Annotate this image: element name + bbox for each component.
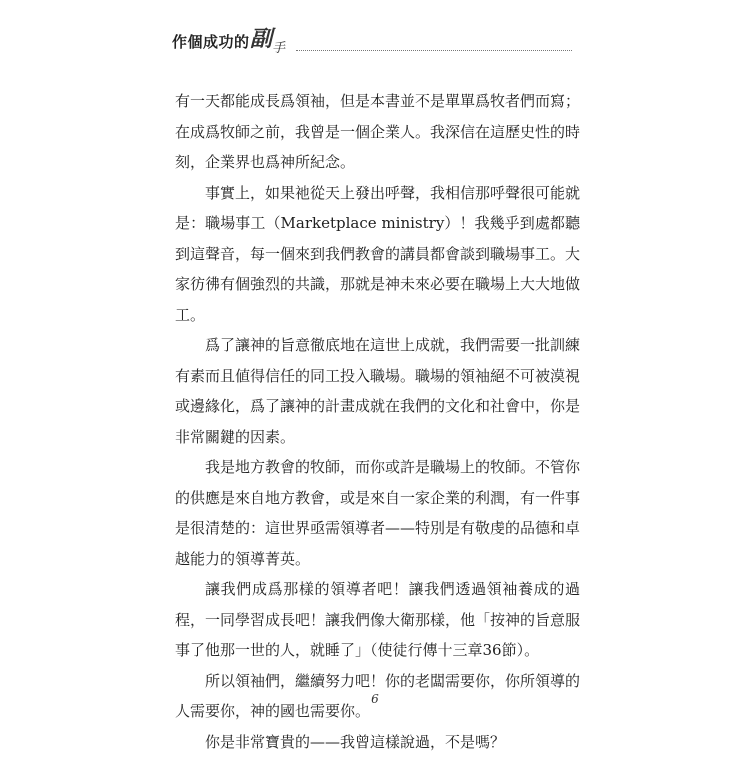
body-text [175, 86, 580, 757]
paragraph: 我是地方教會的牧師，而你或許是職場上的牧師。不管你的供應是來自地方教會，或是來自一家企業的利潤，有一件事是很清楚的：這世界亟需領導者——特別是有敬虔的品德和卓越能力的領導菁英。 [175, 452, 580, 574]
paragraph: 所以領袖們，繼續努力吧！你的老闆需要你，你所領導的人需要你，神的國也需要你。 [175, 666, 580, 727]
paragraph: 有一天都能成長爲領袖，但是本書並不是單單爲牧者們而寫；在成爲牧師之前，我曾是一個企業人。我深信在這歷史性的時刻，企業界也爲神所紀念。 [175, 86, 580, 178]
header-accent-main: 副 [250, 26, 272, 52]
header-dotted-rule [296, 50, 572, 51]
running-header [172, 22, 572, 56]
paragraph: 讓我們成爲那樣的領導者吧！讓我們透過領袖養成的過程，一同學習成長吧！讓我們像大衛那樣，他「按神的旨意服事了他那一世的人，就睡了」（使徒行傳十三章36節）。 [175, 574, 580, 666]
header-accent [250, 22, 285, 53]
page-number: 6 [0, 692, 750, 706]
header-accent-small: 手 [272, 41, 285, 56]
header-title: 作個成功的 [172, 31, 250, 52]
paragraph: 事實上，如果祂從天上發出呼聲，我相信那呼聲很可能就是：職場事工（Marketplace ministry）！我幾乎到處都聽到這聲音，每一個來到我們教會的講員都會談到職場事工。大家彷彿有個強烈的共識，那就是神未來必要在職場上大大地做工。 [175, 178, 580, 331]
paragraph: 你是非常寶貴的——我曾這樣說過，不是嗎？ [175, 727, 580, 757]
paragraph: 爲了讓神的旨意徹底地在這世上成就，我們需要一批訓練有素而且値得信任的同工投入職場。職場的領袖絕不可被漠視或邊緣化，爲了讓神的計畫成就在我們的文化和社會中，你是非常關鍵的因素。 [175, 330, 580, 452]
